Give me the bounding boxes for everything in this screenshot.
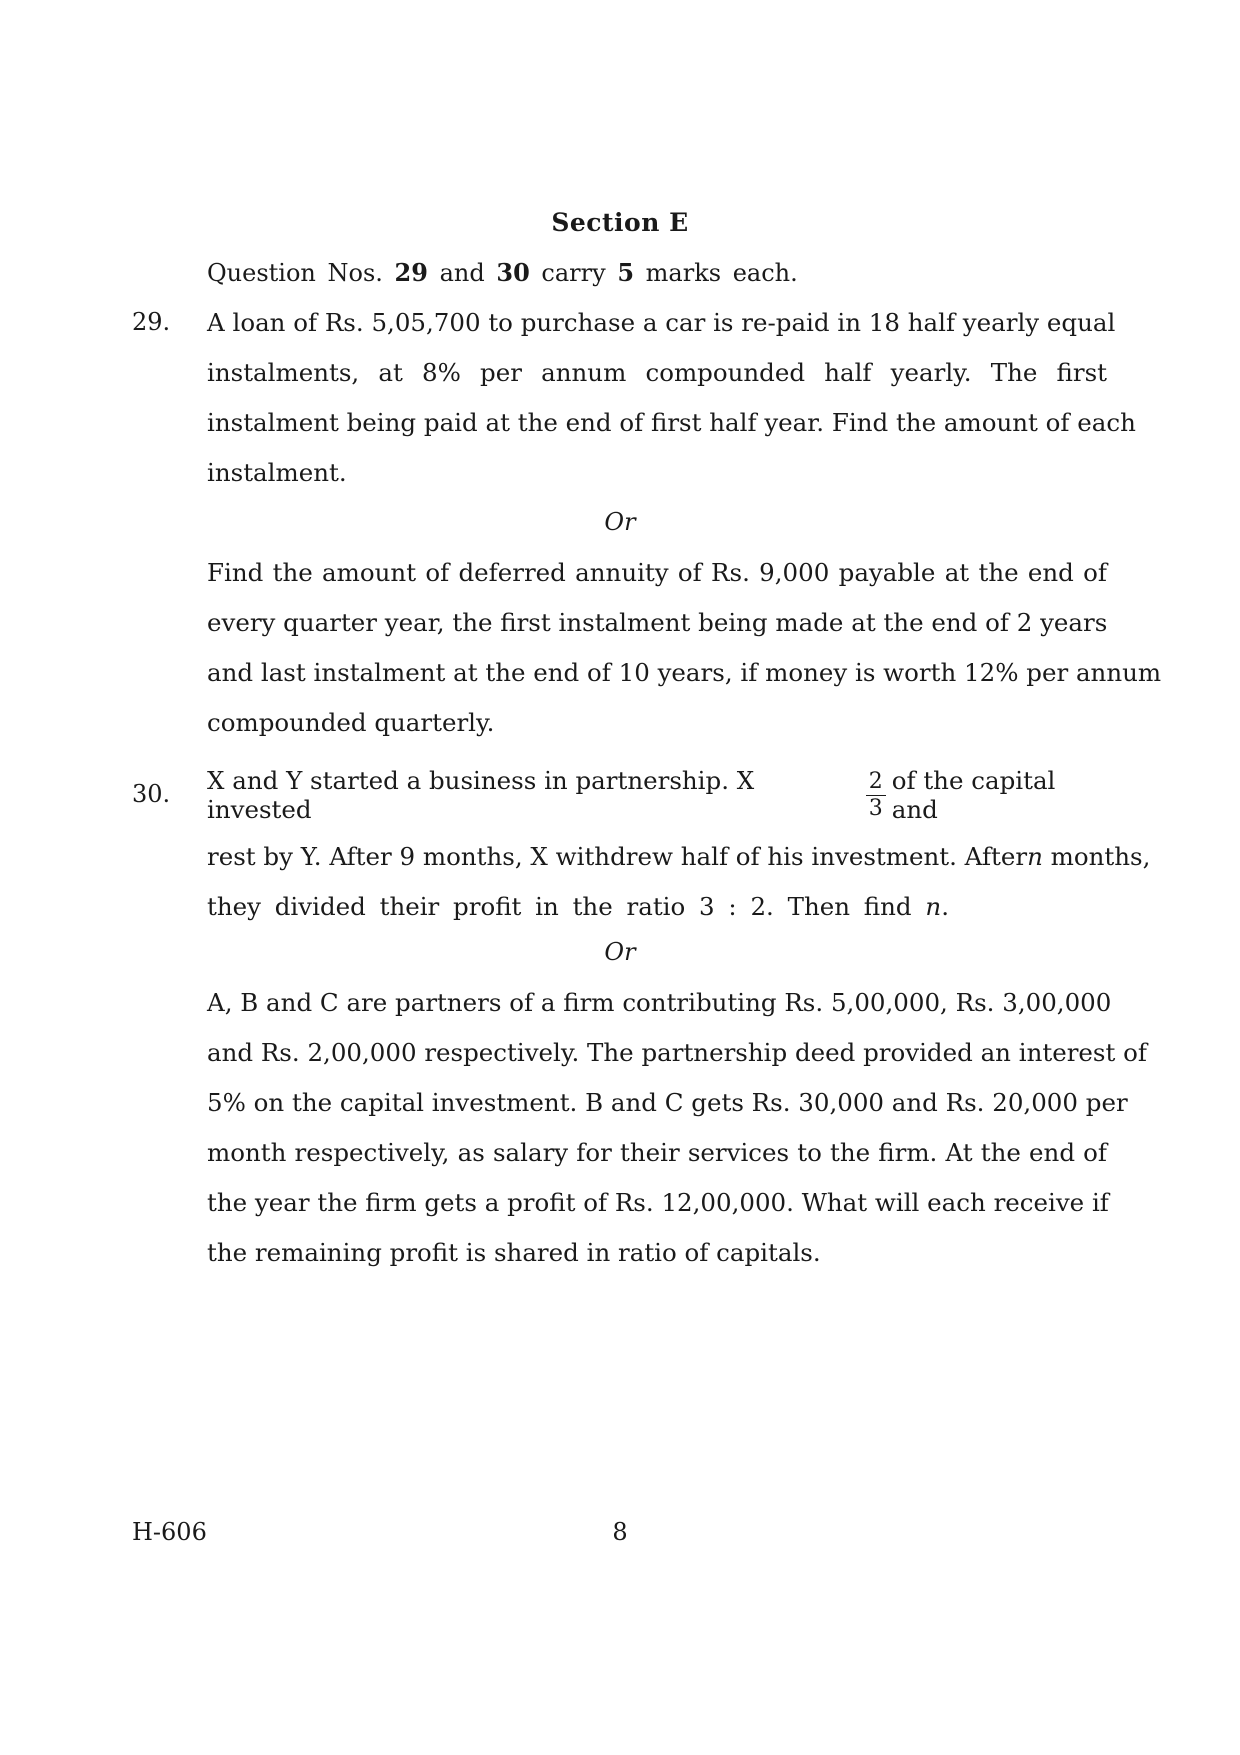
q30-line-3: [207, 882, 1107, 932]
fraction-denominator: 3: [868, 795, 883, 821]
q29-line-3: instalment being paid at the end of first half year. Find the amount of each: [207, 408, 1136, 437]
instruction-prefix: Question Nos.: [207, 259, 383, 287]
q30-alt-line-2: and Rs. 2,00,000 respectively. The partnership deed provided an interest of: [207, 1038, 1147, 1067]
q29-alt-line-4: compounded quarterly.: [207, 708, 495, 737]
question-30-alternative: [207, 978, 1147, 1278]
instruction-carry: carry: [541, 259, 606, 287]
q29-line-2: instalments, at 8% per annum compounded half yearly. The first: [207, 358, 1107, 387]
section-instructions: [207, 258, 798, 287]
q29-line-4: instalment.: [207, 458, 347, 487]
q30-line-2-before: rest by Y. After 9 months, X withdrew half of his investment. After: [207, 842, 1028, 871]
variable-n-2: n: [925, 892, 942, 921]
fraction-numerator: 2: [866, 769, 886, 796]
q29-alt-line-1: Find the amount of deferred annuity of Rs. 9,000 payable at the end of: [207, 558, 1107, 587]
q30-alt-line-3: 5% on the capital investment. B and C gets Rs. 30,000 and Rs. 20,000 per: [207, 1088, 1128, 1117]
question-29-alternative: [207, 548, 1162, 748]
question-30-text: [207, 832, 1151, 932]
q30-line-2-rest: [1027, 832, 1150, 882]
instruction-q2: 30: [496, 258, 530, 287]
q30-alt-line-5: the year the firm gets a profit of Rs. 12,00,000. What will each receive if: [207, 1188, 1109, 1217]
question-29-number: 29.: [132, 308, 171, 336]
question-30-number: 30.: [132, 780, 171, 808]
q30-line-1-after: of the capital and: [891, 766, 1056, 824]
q29-alt-line-2: every quarter year, the first instalment being made at the end of 2 years: [207, 608, 1108, 637]
variable-n: n: [1027, 842, 1043, 871]
q29-or-label: Or: [604, 508, 636, 536]
q29-line-1: A loan of Rs. 5,05,700 to purchase a car is re-paid in 18 half yearly equal: [207, 308, 1116, 337]
q29-alt-line-3: and last instalment at the end of 10 years, if money is worth 12% per annum: [207, 658, 1162, 687]
instruction-marks: 5: [617, 258, 635, 287]
fraction-two-thirds: [866, 769, 886, 822]
instruction-and: and: [439, 259, 485, 287]
q30-alt-line-4: month respectively, as salary for their services to the firm. At the end of: [207, 1138, 1107, 1167]
q30-or-label: Or: [604, 938, 636, 966]
section-title: Section E: [551, 208, 689, 237]
q30-line-3-before: they divided their profit in the ratio 3 : 2. Then find: [207, 892, 912, 921]
q30-line-1-before: X and Y started a business in partnership. X invested: [207, 766, 755, 824]
q30-line-3-after: .: [941, 892, 949, 921]
instruction-q1: 29: [394, 258, 428, 287]
page-number: 8: [612, 1518, 628, 1546]
instruction-suffix: marks each.: [645, 259, 798, 287]
question-29-text: [207, 298, 1136, 498]
paper-code: H-606: [132, 1518, 207, 1546]
q30-alt-line-1: A, B and C are partners of a firm contributing Rs. 5,00,000, Rs. 3,00,000: [207, 988, 1112, 1017]
q30-line-2-after: months,: [1050, 842, 1151, 871]
q30-alt-line-6: the remaining profit is shared in ratio of capitals.: [207, 1238, 821, 1267]
q30-line-1: [207, 766, 1107, 826]
q30-line-2: [207, 832, 1151, 882]
